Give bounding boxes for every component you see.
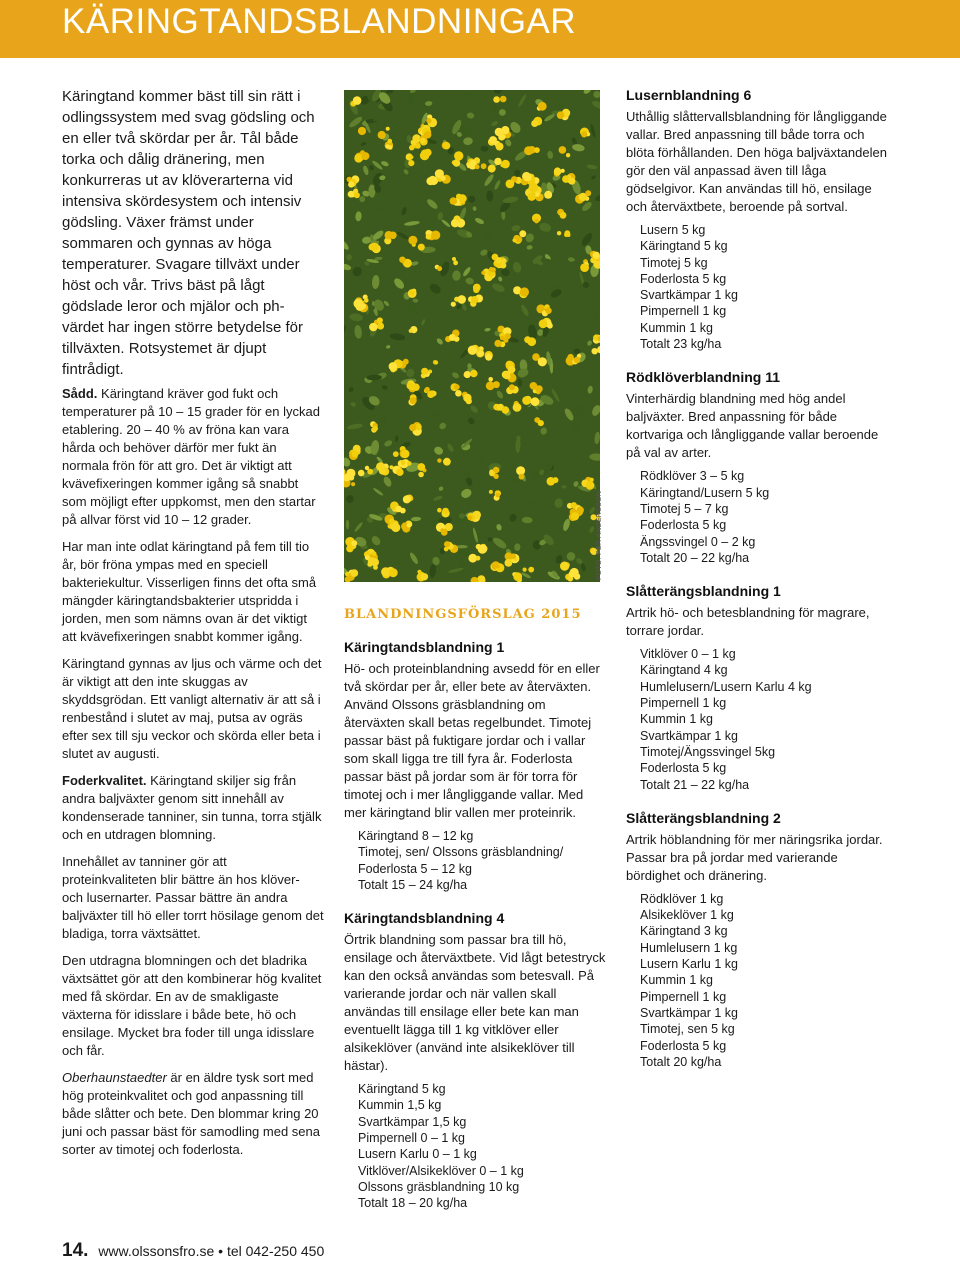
blend-ingredients xyxy=(640,222,890,352)
ingredient-item: Lusern Karlu 0 – 1 kg xyxy=(358,1147,477,1162)
blend-description: Örtrik blandning som passar bra till hö, ensilage och återväxtbete. Vid lågt betestryck kan den också användas som betesvall. På varierande jordar och när vallen skall användas till ensilage eller bete kan man eventuellt lägga till 1 kg vitklöver eller alsikeklöver (använd inte alsikeklöver till hästar). xyxy=(344,932,606,1074)
ingredient-item: Totalt 20 kg/ha xyxy=(640,1054,722,1069)
section-title: BLANDNINGSFÖRSLAG 2015 xyxy=(344,607,582,622)
feed-quality-paragraph xyxy=(62,772,324,844)
ingredient-item: Käringtand 4 kg xyxy=(640,663,728,678)
ingredient-item: Olssons gräsblandning 10 kg xyxy=(358,1179,520,1194)
birdsfoot-trefoil-image xyxy=(344,90,600,582)
blend-ingredients xyxy=(640,468,890,566)
middle-column xyxy=(344,606,608,1228)
ingredient-item: Svartkämpar 1 kg xyxy=(640,288,738,303)
ingredient-item: Kummin 1 kg xyxy=(640,973,713,988)
ingredient-item: Timotej/Ängssvingel 5kg xyxy=(640,744,776,759)
ingredient-item: Kummin 1 kg xyxy=(640,712,713,727)
feed-quality-text: Käringtand skiljer sig från andra baljväxter genom sitt innehåll av kondenserade tanniner, sin tunna, torra stjälk och en utdragen blomning. xyxy=(62,773,322,842)
blend-title: Käringtandsblandning 1 xyxy=(344,639,505,655)
page-title: KÄRINGTANDSBLANDNINGAR xyxy=(62,2,577,41)
ingredient-item: Foderlosta 5 kg xyxy=(640,271,727,286)
ingredient-item: Käringtand 5 kg xyxy=(640,239,728,254)
tannin-paragraph: Innehållet av tanniner gör att proteinkvaliteten blir bättre än hos klöver- och lusernarter. Passar bättre än andra baljväxter till hö eller torrt hösilage genom det bladiga, torra växtsättet. xyxy=(62,854,324,941)
light-paragraph: Käringtand gynnas av ljus och värme och det är viktigt att den inte skuggas av skyddsgrödan. Ett vanligt alternativ är att så i renbestånd i slutet av maj, putsa av ogräs efter sex till sju veckor och skörda eller beta i slutet av augusti. xyxy=(62,656,322,761)
ingredient-item: Svartkämpar 1 kg xyxy=(640,1005,738,1020)
blend-description: Uthållig slåttervallsblandning för långliggande vallar. Bred anpassning till både torra och blöta förhållanden. Den höga baljväxtandelen gör den väl anpassad även till låga gödselgivor. Kan användas till hö, ensilage och återväxtbete, beroende på sortval. xyxy=(626,109,887,214)
blend-description: Vinterhärdig blandning med hög andel baljväxter. Bred anpassning för både kortvariga och långliggande vallar beroende på val av arter. xyxy=(626,391,879,461)
ingredient-item: Timotej, sen/ Olssons gräsblandning/ xyxy=(358,845,564,860)
ingredient-item: Totalt 18 – 20 kg/ha xyxy=(358,1196,468,1211)
ingredient-item: Pimpernell 1 kg xyxy=(640,304,727,319)
sadd-text: Käringtand kräver god fukt och temperaturer på 10 – 15 grader för en lyckad etablering. 20 – 40 % av fröna kan vara hårda och behöver därför mer fukt än normala frön för att gro. Det är viktigt att kvävefixeringen kommer igång så snabbt som möjligt efter uppkomst, men den startar på allvar först vid 10 – 12 grader. xyxy=(62,386,320,527)
ingredient-item: Käringtand/Lusern 5 kg xyxy=(640,485,770,500)
ingredient-item: Pimpernell 1 kg xyxy=(640,696,727,711)
blend-description: Artrik hö- och betesblandning för magrare, torrare jordar. xyxy=(626,605,870,639)
ingredient-item: Pimpernell 1 kg xyxy=(640,989,727,1004)
ingredient-item: Rödklöver 1 kg xyxy=(640,891,724,906)
flower-photo xyxy=(344,90,600,582)
blend-ingredients xyxy=(640,646,890,793)
blend-ingredients xyxy=(358,1081,608,1211)
blend-title: Slåtterängsblandning 2 xyxy=(626,809,781,826)
blend-title: Slåtterängsblandning 1 xyxy=(626,583,781,600)
phone-number: tel 042-250 450 xyxy=(226,1243,325,1259)
ingredient-item: Kummin 1,5 kg xyxy=(358,1098,442,1113)
inoculation-paragraph: Har man inte odlat käringtand på fem till tio år, bör fröna ympas med en speciell bakteriekultur. Visserligen finns det ofta små mängder käringtandsbakterier utspridda i jorden, men som nämns ovan är det viktigt att kvävefixeringen snabbt kommer igång. xyxy=(62,539,317,644)
ingredient-item: Käringtand 5 kg xyxy=(358,1082,446,1097)
sadd-label: Sådd. xyxy=(62,386,98,401)
ingredient-item: Ängssvingel 0 – 2 kg xyxy=(640,534,756,549)
blend-ingredients xyxy=(358,828,608,893)
ingredient-item: Käringtand 8 – 12 kg xyxy=(358,829,474,843)
ingredient-item: Lusern Karlu 1 kg xyxy=(640,957,738,972)
blend-description: Hö- och proteinblandning avsedd för en eller två skördar per år, eller bete av återväxten. Använd Olssons gräsblandning om återväxten skall betas regelbundet. Timotej passar bäst på fuktigare jordar och i vallar som skall ligga tre till fyra år. Foderlosta passar bäst på jordar som är för torra för timotej och i mer långliggande vallar. Med mer käringtand blir vallen mer proteinrik. xyxy=(344,661,600,820)
ingredient-item: Totalt 23 kg/ha xyxy=(640,337,722,352)
blend-description: Artrik höblandning för mer näringsrika jordar. Passar bra på jordar med varierande bördighet och dränering. xyxy=(626,831,883,883)
blend-title: Käringtandsblandning 4 xyxy=(344,910,505,927)
ingredient-item: Humlelusern/Lusern Karlu 4 kg xyxy=(640,679,812,694)
page-footer xyxy=(62,1240,324,1262)
blooming-paragraph: Den utdragna blomningen och det bladrika växtsättet gör att den kombinerar hög kvalitet med få skördar. En av de smakligaste växterna för idisslare i både bete, hö och ensilage. Mycket bra foder till unga idisslare och får. xyxy=(62,953,322,1058)
ingredient-item: Totalt 20 – 22 kg/ha xyxy=(640,550,750,565)
page-number: 14. xyxy=(62,1240,89,1261)
ingredient-item: Pimpernell 0 – 1 kg xyxy=(358,1131,466,1146)
ingredient-item: Foderlosta 5 – 12 kg xyxy=(358,861,472,876)
ingredient-item: Kummin 1 kg xyxy=(640,320,713,335)
bullet-separator: • xyxy=(218,1243,227,1259)
ingredient-item: Alsikeklöver 1 kg xyxy=(640,908,734,923)
sadd-paragraph xyxy=(62,385,324,529)
ingredient-item: Vitklöver 0 – 1 kg xyxy=(640,647,736,662)
ingredient-item: Svartkämpar 1,5 kg xyxy=(358,1114,467,1129)
blend-title: Rödklöverblandning 11 xyxy=(626,369,781,386)
ingredient-item: Foderlosta 5 kg xyxy=(640,518,727,533)
ingredient-item: Humlelusern 1 kg xyxy=(640,940,738,955)
ingredient-item: Timotej 5 kg xyxy=(640,255,708,270)
left-column xyxy=(62,385,324,1168)
ingredient-item: Svartkämpar 1 kg xyxy=(640,728,738,743)
ingredient-item: Totalt 15 – 24 kg/ha xyxy=(358,877,468,892)
ingredient-item: Vitklöver/Alsikeklöver 0 – 1 kg xyxy=(358,1163,524,1178)
variety-text: är en äldre tysk sort med hög proteinkvalitet och god anpassning till både slåtter och bete. Den blommar kring 20 juni och passar bäst för samodling med sena sorter av timotej och foderlosta. xyxy=(62,1070,320,1157)
ingredient-item: Foderlosta 5 kg xyxy=(640,761,727,776)
ingredient-item: Käringtand 3 kg xyxy=(640,924,728,939)
ingredient-item: Timotej 5 – 7 kg xyxy=(640,501,729,516)
ingredient-item: Timotej, sen 5 kg xyxy=(640,1022,735,1037)
ingredient-item: Rödklöver 3 – 5 kg xyxy=(640,469,745,484)
ingredient-item: Totalt 21 – 22 kg/ha xyxy=(640,777,750,792)
page-header xyxy=(0,0,960,58)
website-link[interactable]: www.olssonsfro.se xyxy=(98,1243,215,1259)
variety-paragraph xyxy=(62,1069,324,1159)
ingredient-item: Lusern 5 kg xyxy=(640,223,706,237)
right-column xyxy=(626,86,890,1086)
ingredient-item: Foderlosta 5 kg xyxy=(640,1038,727,1053)
feed-quality-label: Foderkvalitet. xyxy=(62,773,147,788)
blend-ingredients xyxy=(640,891,890,1070)
variety-name: Oberhaunstaedter xyxy=(62,1070,167,1085)
photo-credit: FOTO: PER ANDERSSON xyxy=(596,490,603,580)
blend-title: Lusernblandning 6 xyxy=(626,87,752,103)
intro-text: Käringtand kommer bäst till sin rätt i odlingssystem med svag gödsling och en eller två skördar per år. Tål både torka och dålig dränering, men konkurreras ut av klöverarterna vid intensiva skördesystem och intensiv gödsling. Växer främst under sommaren och gynnas av höga temperaturer. Svagare tillväxt under höst och vår. Trivs bäst på lågt gödslade leror och mjälor och ph-värdet har ingen större betydelse för tillväxten. Rotsystemet är djupt fintrådigt. xyxy=(62,88,315,378)
